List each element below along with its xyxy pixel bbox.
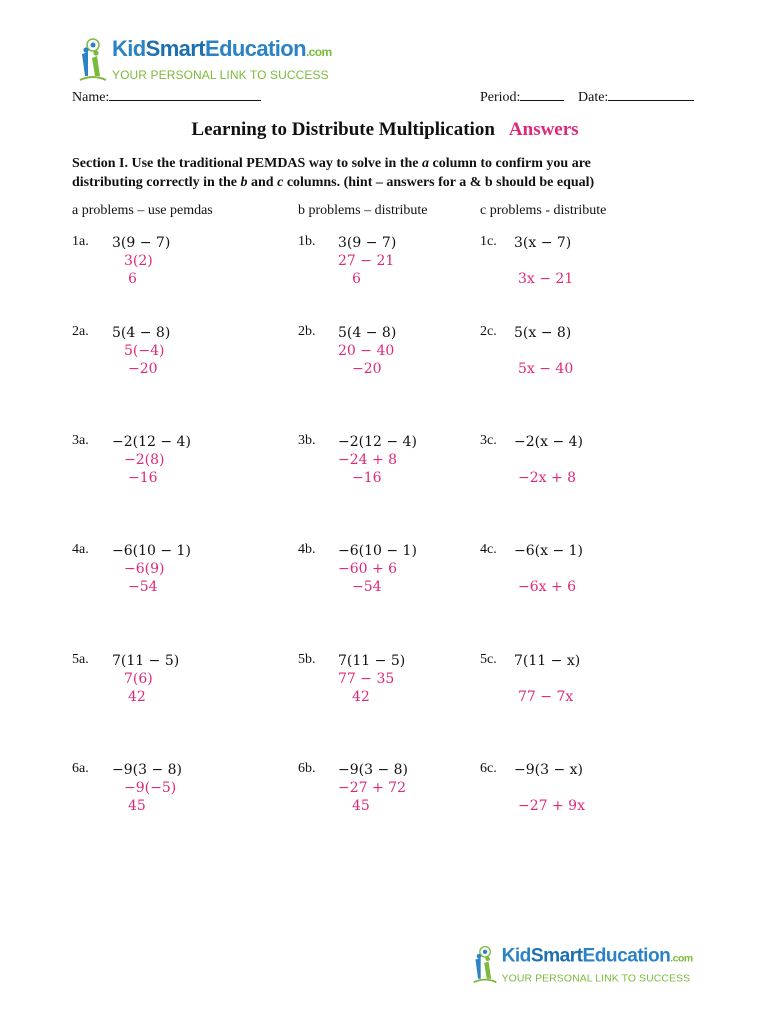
- problem-label: 3b.: [298, 433, 316, 448]
- problem-label: 5b.: [298, 652, 316, 667]
- problem-step: 5(−4): [124, 343, 165, 359]
- problem-expression: −2(x − 4): [514, 434, 583, 450]
- instr-line2c: columns. (hint – answers for a & b should be equal): [283, 175, 595, 190]
- problem-label: 1a.: [72, 234, 89, 249]
- problem-step: −6(9): [124, 561, 165, 577]
- problem-label: 4a.: [72, 542, 89, 557]
- problem-label: 1c.: [480, 234, 497, 249]
- problem-answer: 5x − 40: [518, 361, 574, 377]
- problem-step: 27 − 21: [338, 253, 395, 269]
- instr-line1b: column to confirm you are: [429, 156, 591, 171]
- name-blank[interactable]: [109, 88, 261, 101]
- problem-answer: −20: [352, 361, 382, 377]
- problem-step: 20 − 40: [338, 343, 395, 359]
- problem-expression: 7(11 − x): [514, 653, 581, 669]
- problem-step: 77 − 35: [338, 671, 395, 687]
- column-header-a: a problems – use pemdas: [72, 203, 213, 218]
- logo-tagline: YOUR PERSONAL LINK TO SUCCESS: [112, 68, 329, 82]
- problem-expression: 5(4 − 8): [112, 325, 171, 341]
- problem-expression: −9(3 − 8): [112, 762, 183, 778]
- problem-label: 3a.: [72, 433, 89, 448]
- instr-line1: Section I. Use the traditional PEMDAS way to solve in the: [72, 156, 422, 171]
- logo-com: .com: [670, 951, 693, 965]
- problem-expression: 5(x − 8): [514, 325, 572, 341]
- logo-kid: Kid: [112, 36, 146, 61]
- problem-answer: −54: [352, 579, 382, 595]
- problem-label: 2b.: [298, 324, 316, 339]
- problem-expression: 3(9 − 7): [112, 235, 171, 251]
- logo-education: Education: [205, 36, 306, 61]
- period-field[interactable]: [480, 88, 564, 106]
- problem-label: 2a.: [72, 324, 89, 339]
- logo-smart: Smart: [145, 36, 205, 61]
- instr-line2b: and: [247, 175, 278, 190]
- problem-answer: −6x + 6: [518, 579, 577, 595]
- kidsmart-logo-bottom: [472, 944, 693, 986]
- instructions: [72, 154, 712, 192]
- problem-expression: −9(3 − x): [514, 762, 583, 778]
- logo-com: .com: [305, 45, 332, 59]
- period-blank[interactable]: [520, 88, 564, 101]
- problem-answer: 42: [128, 689, 146, 705]
- problem-answer: −2x + 8: [518, 470, 577, 486]
- logo-education: Education: [582, 944, 671, 966]
- problem-label: 5c.: [480, 652, 497, 667]
- problem-expression: −6(10 − 1): [338, 543, 417, 559]
- logo-smart: Smart: [530, 944, 583, 966]
- problem-answer: −16: [352, 470, 382, 486]
- problem-label: 6c.: [480, 761, 497, 776]
- kids-figure-icon: [78, 36, 108, 84]
- problem-step: −9(−5): [124, 780, 177, 796]
- problem-label: 6b.: [298, 761, 316, 776]
- date-label: Date:: [578, 90, 609, 105]
- problem-answer: 77 − 7x: [518, 689, 574, 705]
- title-main: Learning to Distribute Multiplication: [191, 119, 495, 140]
- period-label: Period:: [480, 90, 521, 105]
- problem-answer: −16: [128, 470, 158, 486]
- logo-tagline: YOUR PERSONAL LINK TO SUCCESS: [501, 971, 691, 985]
- instr-a: a: [422, 156, 429, 171]
- name-label: Name:: [72, 90, 110, 105]
- instr-line2a: distributing correctly in the: [72, 175, 241, 190]
- date-blank[interactable]: [608, 88, 694, 101]
- instr-b: b: [240, 175, 248, 190]
- problem-answer: 45: [128, 798, 146, 814]
- date-field[interactable]: [578, 88, 694, 106]
- problem-step: 7(6): [124, 671, 153, 687]
- problem-expression: −6(10 − 1): [112, 543, 191, 559]
- problem-answer: −20: [128, 361, 158, 377]
- problem-expression: 3(x − 7): [514, 235, 572, 251]
- problem-label: 4c.: [480, 542, 497, 557]
- kidsmart-logo-top: [78, 36, 332, 84]
- instr-c: c: [277, 175, 284, 190]
- problem-answer: −27 + 9x: [518, 798, 585, 814]
- problem-answer: 6: [128, 271, 137, 287]
- title-answers: Answers: [508, 119, 579, 140]
- kids-figure-icon: [472, 944, 498, 986]
- problem-expression: −2(12 − 4): [112, 434, 191, 450]
- problem-label: 2c.: [480, 324, 497, 339]
- problem-answer: 6: [352, 271, 361, 287]
- worksheet-title: [0, 119, 770, 141]
- column-header-c: c problems - distribute: [480, 203, 607, 218]
- problem-expression: −2(12 − 4): [338, 434, 417, 450]
- logo-kid: Kid: [501, 944, 531, 966]
- problem-label: 1b.: [298, 234, 316, 249]
- problem-expression: −9(3 − 8): [338, 762, 409, 778]
- problem-expression: −6(x − 1): [514, 543, 583, 559]
- problem-expression: 3(9 − 7): [338, 235, 397, 251]
- problem-answer: 45: [352, 798, 370, 814]
- problem-label: 4b.: [298, 542, 316, 557]
- problem-label: 6a.: [72, 761, 89, 776]
- problem-answer: 3x − 21: [518, 271, 574, 287]
- problem-answer: −54: [128, 579, 158, 595]
- problem-expression: 7(11 − 5): [112, 653, 180, 669]
- problem-step: −27 + 72: [338, 780, 406, 796]
- problem-label: 5a.: [72, 652, 89, 667]
- problem-step: −24 + 8: [338, 452, 398, 468]
- problem-step: 3(2): [124, 253, 153, 269]
- problem-expression: 7(11 − 5): [338, 653, 406, 669]
- problem-step: −2(8): [124, 452, 165, 468]
- name-field[interactable]: [72, 88, 261, 106]
- problem-label: 3c.: [480, 433, 497, 448]
- problem-expression: 5(4 − 8): [338, 325, 397, 341]
- column-header-b: b problems – distribute: [298, 203, 428, 218]
- problem-answer: 42: [352, 689, 370, 705]
- problem-step: −60 + 6: [338, 561, 398, 577]
